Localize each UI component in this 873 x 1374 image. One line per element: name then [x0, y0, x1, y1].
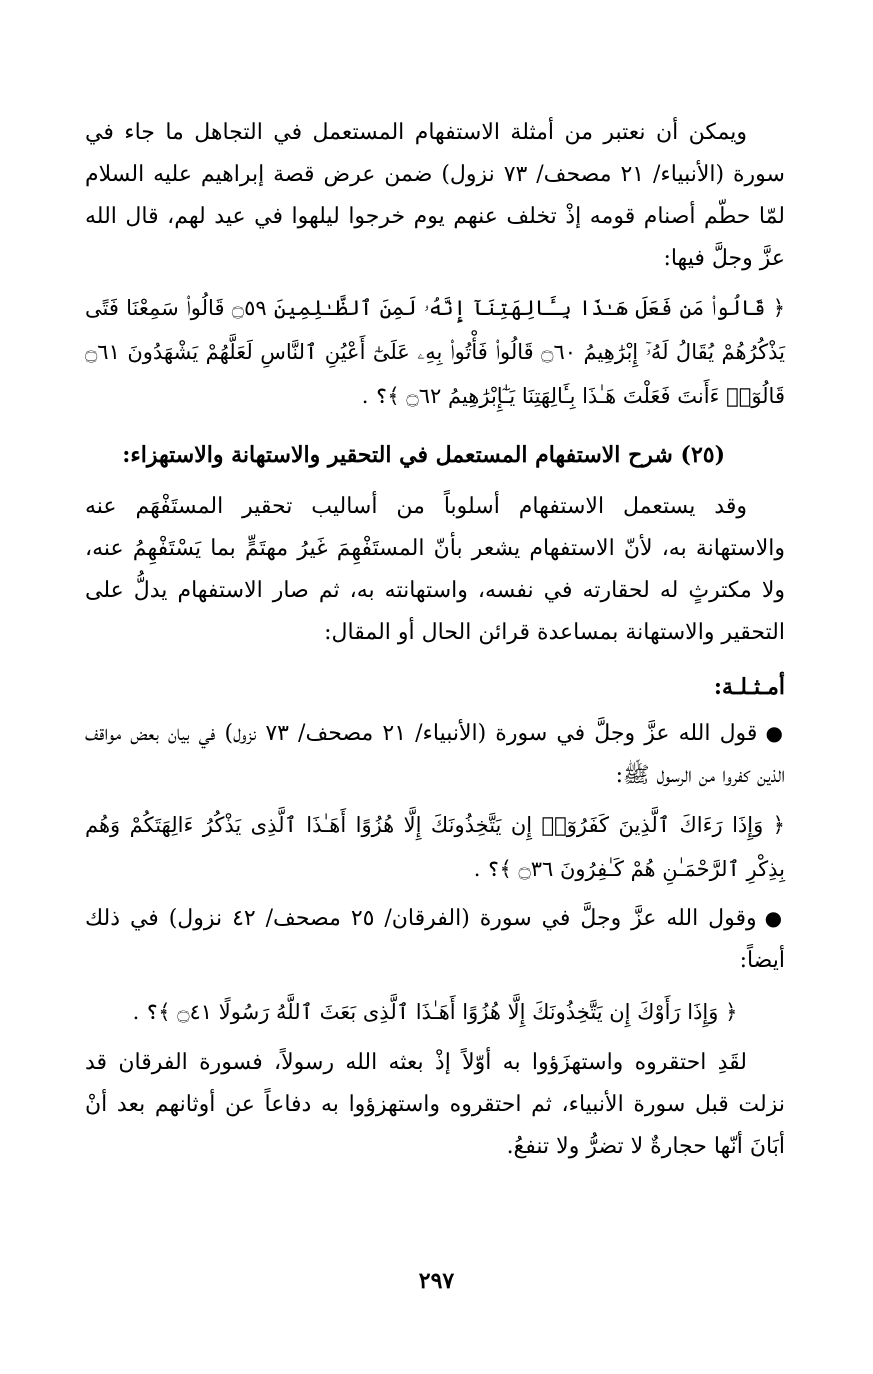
explanation-paragraph: وقد يستعمل الاستفهام أسلوباً من أساليب تحقير المستَفْهَم عنه والاستهانة به، لأنّ الاستفهام يشعر بأنّ المستَفْهِمَ غَيرُ مهتَمٍّ بما يَسْتَفْهِمُ عنه، ولا مكترثٍ له لحقارته في نفسه، واستهانته به، ثم صار الاستفهام يدلُّ على التحقير والاستهانة بمساعدة قرائن الحال أو المقال:: [85, 494, 785, 645]
quran-verse-anbiya-59-62: ﴿ قَالُوا۟ مَن فَعَلَ هَـٰذَا بِـَٔالِهَتِنَآ إِنَّهُۥ لَمِنَ ٱلظَّـٰلِمِينَ ۝٥٩ قَالُوا۟ سَمِعْنَا فَتًى يَذْكُرُهُمْ يُقَالُ لَهُۥٓ إِبْرَٰهِيمُ ۝٦٠ قَالُوا۟ فَأْتُوا۟ بِهِۦ عَلَىٰٓ أَعْيُنِ ٱلنَّاسِ لَعَلَّهُمْ يَشْهَدُونَ ۝٦١ قَالُوٓا۟ ءَأَنتَ فَعَلْتَ هَـٰذَا بِـَٔالِهَتِنَا يَـٰٓإِبْرَٰهِيمُ ۝٦٢ ﴾؟ .: [85, 296, 786, 408]
bullet-icon: ●: [765, 721, 785, 745]
example-item-1-text: قول الله عزَّ وجلَّ في سورة (الأنبياء/ ٢١ مصحف/ ٧٣ نزول) في بيان بعض مواقف الذين كفروا من الرسول ﷺ:: [85, 721, 785, 788]
page-body: [85, 112, 785, 1168]
example-item-2: [85, 897, 785, 982]
quran-verse-anbiya-36: ﴿ وَإِذَا رَءَاكَ ٱلَّذِينَ كَفَرُوٓا۟ إِن يَتَّخِذُونَكَ إِلَّا هُزُوًا أَهَـٰذَا ٱلَّذِى يَذْكُرُ ءَالِهَتَكُمْ وَهُم بِذِكْرِ ٱلرَّحْمَـٰنِ هُمْ كَـٰفِرُونَ ۝٣٦ ﴾؟ .: [85, 813, 785, 881]
spacer: [85, 654, 785, 660]
page-number: ٢٩٧: [418, 1268, 455, 1294]
example-item-1: [85, 712, 785, 797]
examples-label: أمـثـلـة:: [713, 674, 785, 700]
bullet-icon: ●: [764, 906, 785, 930]
example-item-2-text: وقول الله عزَّ وجلَّ في سورة (الفرقان/ ٢٥ مصحف/ ٤٢ نزول) في ذلك أيضاً:: [85, 906, 785, 973]
spacer: [85, 418, 785, 428]
conclusion-paragraph: لقَدِ احتقروه واستهزَؤوا به أوّلاً إذْ بعثه الله رسولاً، فسورة الفرقان قد نزلت قبل سورة الأنبياء، ثم احتقروه واستهزؤوا به دفاعاً عن أوثانهم بعد أنْ أبَانَ أنّها حجارةٌ لا تضرُّ ولا تنفعُ.: [85, 1050, 785, 1159]
intro-paragraph: ويمكن أن نعتبر من أمثلة الاستفهام المستعمل في التجاهل ما جاء في سورة (الأنبياء/ ٢١ مصحف/ ٧٣ نزول) ضمن عرض قصة إبراهيم عليه السلام لمّا حطّم أصنام قومه إذْ تخلف عنهم يوم خرجوا ليلهوا في عيد لهم، قال الله عزَّ وجلَّ فيها:: [85, 120, 785, 271]
quran-verse-furqan-41: ﴿ وَإِذَا رَأَوْكَ إِن يَتَّخِذُونَكَ إِلَّا هُزُوًا أَهَـٰذَا ٱلَّذِى بَعَثَ ٱللَّهُ رَسُولًا ۝٤١ ﴾؟ .: [132, 1000, 738, 1024]
section-heading: (٢٥) شرح الاستفهام المستعمل في التحقير والاستهانة والاستهزاء:: [122, 442, 725, 468]
